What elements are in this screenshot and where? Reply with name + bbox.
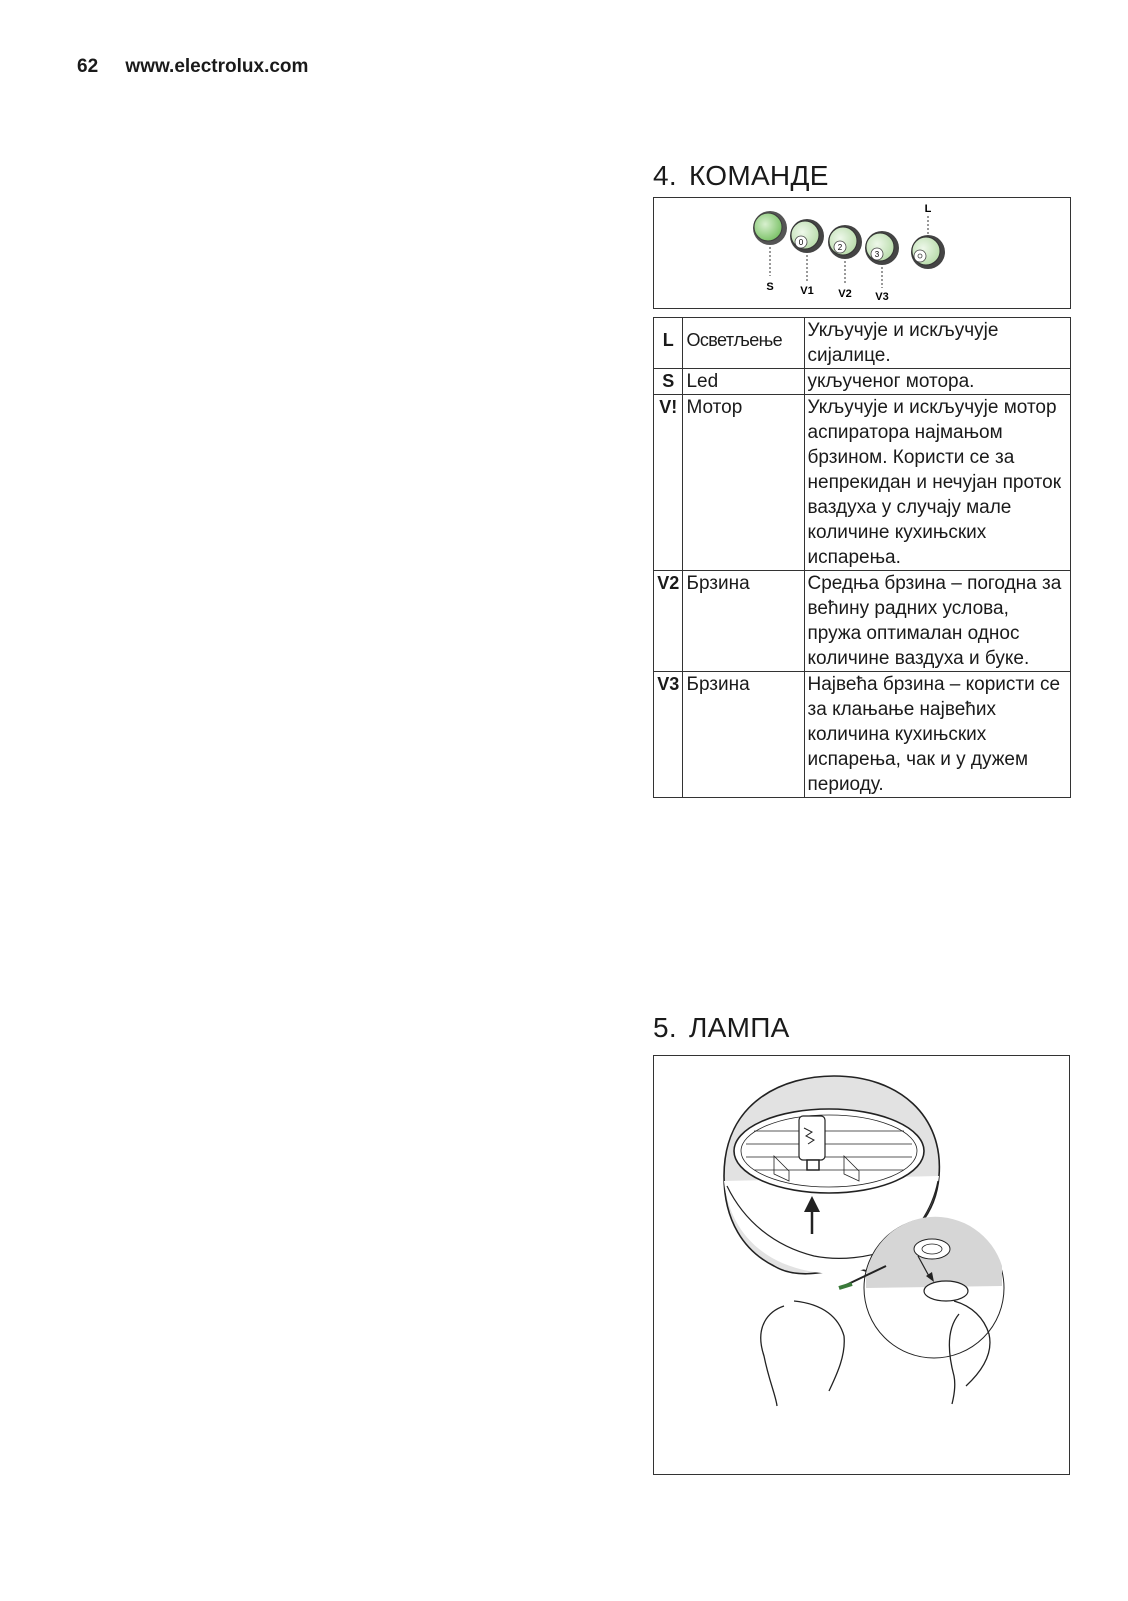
knob-v2 — [828, 225, 862, 284]
controls-section-title — [653, 160, 829, 192]
row-name: Мотор — [683, 395, 804, 571]
knob-v3 — [865, 231, 899, 288]
led-indicator — [753, 211, 787, 276]
lamp-illustration-svg — [654, 1056, 1071, 1476]
label-s: S — [766, 281, 774, 293]
control-panel-illustration — [653, 197, 1071, 309]
controls-table — [653, 317, 1071, 798]
table-row — [654, 672, 1071, 798]
lamp-section-title — [653, 1012, 790, 1044]
label-v2: V2 — [838, 288, 852, 300]
label-l: L — [924, 203, 932, 215]
section-title-text: ЛАМПА — [688, 1012, 790, 1043]
row-name: Брзина — [683, 571, 804, 672]
row-name: Брзина — [683, 672, 804, 798]
row-key: V3 — [654, 672, 683, 798]
section-number: 5. — [653, 1012, 677, 1043]
row-description: Укључује и искључује сијалице. — [804, 318, 1070, 369]
knob-v1 — [790, 219, 824, 281]
control-panel-svg — [654, 198, 1072, 310]
knob-v1-symbol: 0 — [798, 238, 804, 247]
row-name: Осветљење — [683, 318, 804, 369]
section-title-text: КОМАНДЕ — [688, 160, 829, 191]
page-number: 62 — [77, 56, 99, 77]
label-v3: V3 — [875, 291, 889, 303]
row-key: V! — [654, 395, 683, 571]
row-description: Укључује и искључује мотор аспиратора најмањом брзином. Користи се за непрекидан и нечујан проток ваздуха у случају мале количине кухињских испарења. — [804, 395, 1070, 571]
hood-detail — [864, 1217, 1004, 1358]
section-number: 4. — [653, 160, 677, 191]
page-header — [77, 56, 308, 78]
row-key: V2 — [654, 571, 683, 672]
knob-light — [911, 216, 945, 269]
label-v1: V1 — [800, 285, 814, 297]
row-description: укљученог мотора. — [804, 369, 1070, 395]
row-key: S — [654, 369, 683, 395]
lamp-replacement-illustration — [653, 1055, 1070, 1475]
table-row — [654, 571, 1071, 672]
table-row — [654, 395, 1071, 571]
row-name: Led — [683, 369, 804, 395]
website-url[interactable]: www.electrolux.com — [125, 56, 309, 77]
row-description: Највећа брзина – користи се за клањање највећих количина кухињских испарења, чак и у дужем периоду. — [804, 672, 1070, 798]
row-key: L — [654, 318, 683, 369]
table-row — [654, 369, 1071, 395]
knob-v2-symbol: 2 — [837, 243, 843, 252]
table-row — [654, 318, 1071, 369]
knob-v3-symbol: 3 — [874, 250, 880, 259]
row-description: Средња брзина – погодна за већину радних услова, пружа оптималан однос количине ваздуха и буке. — [804, 571, 1070, 672]
